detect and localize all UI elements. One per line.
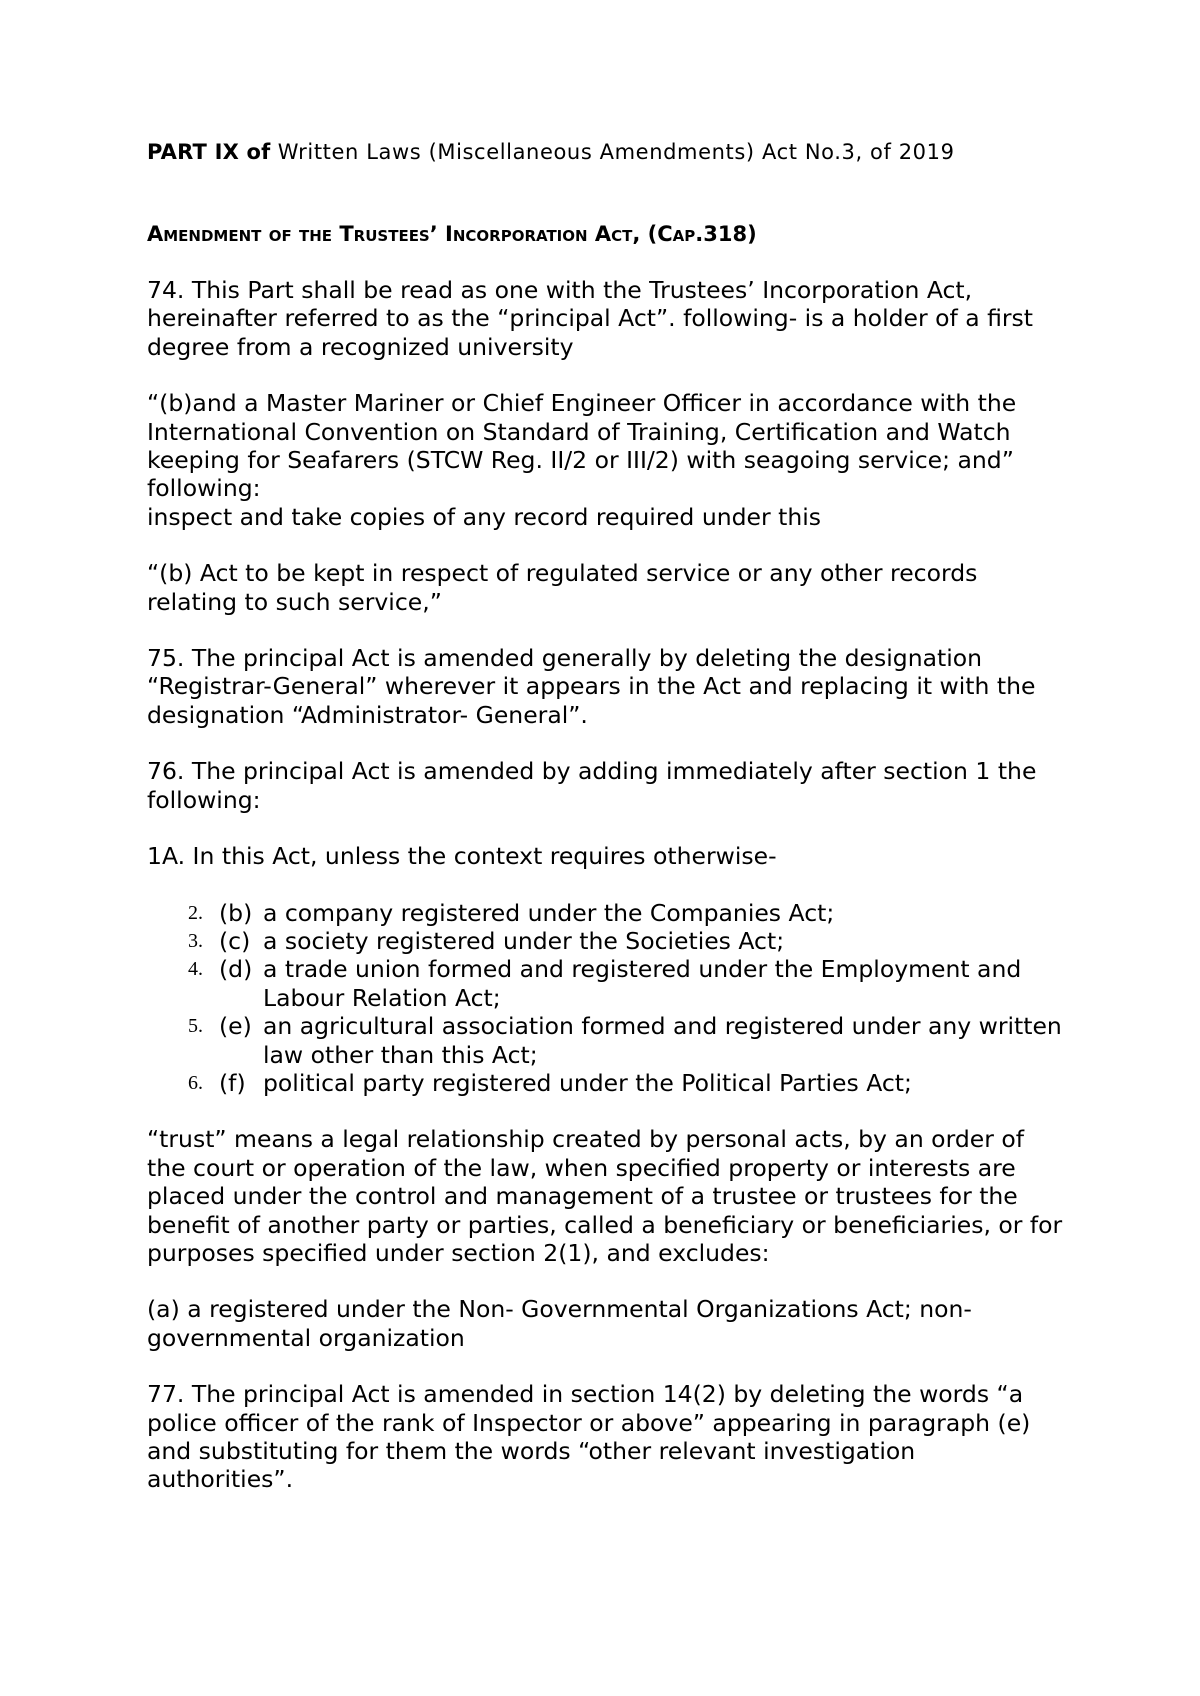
paragraph-74: 74. This Part shall be read as one with the Trustees’ Incorporation Act, hereinafter referred to as the “principal Act”. following- is a holder of a first degree from a recognized university [147, 276, 1034, 361]
document-title [147, 138, 1067, 166]
list-number: 6. [188, 1071, 203, 1094]
exclusion-list [147, 899, 1067, 1098]
title-part: PART IX of [147, 140, 271, 164]
title-act: Written Laws (Miscellaneous Amendments) Act No.3, of 2019 [270, 140, 955, 164]
paragraph-b-master-mariner: “(b)and a Master Mariner or Chief Engineer Officer in accordance with the International Convention on Standard of Training, Certification and Watch keeping for Seafarers (STCW Reg. II/2 or III/2) with seagoing service; and” following: [147, 389, 1017, 503]
list-item [147, 927, 1067, 955]
list-marker: (b) [219, 898, 253, 927]
paragraph-a-ngo: (a) a registered under the Non- Governmental Organizations Act; non-governmental organization [147, 1295, 972, 1352]
list-marker: (c) [219, 926, 251, 955]
list-number: 4. [188, 958, 203, 981]
list-number: 3. [188, 929, 203, 952]
list-text: a society registered under the Societies Act; [263, 926, 785, 955]
list-item [147, 1012, 1067, 1069]
list-text: a company registered under the Companies Act; [263, 898, 835, 927]
list-text: political party registered under the Political Parties Act; [263, 1068, 912, 1097]
paragraph-1a: 1A. In this Act, unless the context requires otherwise- [147, 842, 777, 871]
list-item [147, 955, 1067, 1012]
list-text: an agricultural association formed and registered under any written law other than this Act; [263, 1012, 1062, 1069]
paragraph-inspect: inspect and take copies of any record required under this [147, 502, 821, 531]
paragraph-75: 75. The principal Act is amended generally by deleting the designation “Registrar-General” wherever it appears in the Act and replacing it with the designation “Administrator- General”. [147, 644, 1036, 729]
list-marker: (e) [219, 1012, 252, 1041]
list-text: a trade union formed and registered under the Employment and Labour Relation Act; [263, 955, 1022, 1012]
document-page [147, 138, 1067, 1494]
list-marker: (d) [219, 955, 253, 984]
list-number: 5. [188, 1015, 203, 1038]
list-item [147, 899, 1067, 927]
paragraph-76: 76. The principal Act is amended by adding immediately after section 1 the following: [147, 757, 1037, 814]
paragraph-77: 77. The principal Act is amended in section 14(2) by deleting the words “a police officer of the rank of Inspector or above” appearing in paragraph (e) and substituting for them the words “other relevant investigation authorities”. [147, 1380, 1031, 1494]
paragraph-trust-definition: “trust” means a legal relationship created by personal acts, by an order of the court or operation of the law, when specified property or interests are placed under the control and management of a trustee or trustees for the benefit of another party or parties, called a beneficiary or beneficiaries, or for purposes specified under section 2(1), and excludes: [147, 1125, 1063, 1267]
list-marker: (f) [219, 1068, 246, 1097]
section-heading: Amendment of the Trustees’ Incorporation Act, (Cap.318) [147, 222, 757, 246]
list-number: 2. [188, 901, 203, 924]
paragraph-b-act: “(b) Act to be kept in respect of regulated service or any other records relating to such service,” [147, 559, 978, 616]
list-item [147, 1069, 1067, 1097]
